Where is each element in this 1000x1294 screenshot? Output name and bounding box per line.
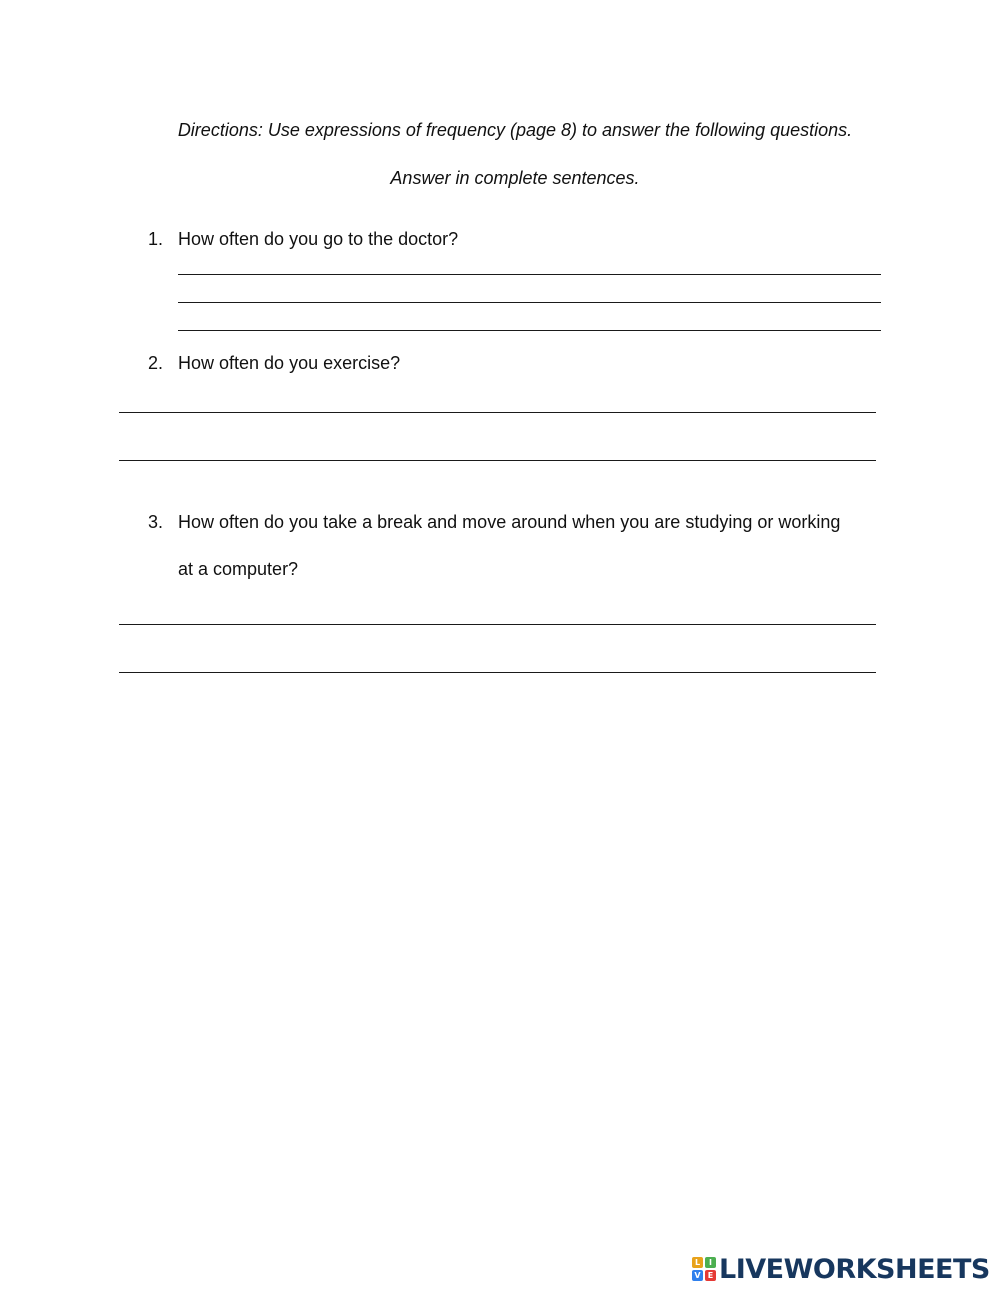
answer-line-1b[interactable] — [178, 302, 881, 303]
logo-letter-i: I — [705, 1257, 716, 1268]
question-1-text: How often do you go to the doctor? — [178, 229, 459, 249]
question-2-text: How often do you exercise? — [178, 353, 401, 373]
logo-letter-l: L — [692, 1257, 703, 1268]
directions-line-1: Directions: Use expressions of frequency (page 8) to answer the following questions. — [177, 120, 853, 140]
question-3-number: 3. — [148, 512, 164, 532]
question-3-text-line-2: at a computer? — [178, 559, 299, 579]
logo-wordmark: LIVEWORKSHEETS — [719, 1253, 990, 1285]
answer-line-1c[interactable] — [178, 330, 881, 331]
directions-line-2: Answer in complete sentences. — [390, 168, 640, 188]
question-1-number: 1. — [148, 229, 164, 249]
liveworksheets-logo — [692, 1253, 990, 1285]
question-3-text-line-1: How often do you take a break and move around when you are studying or working — [178, 512, 841, 532]
logo-live-grid-icon — [692, 1257, 716, 1281]
answer-line-3a[interactable] — [119, 624, 876, 625]
logo-letter-e: E — [705, 1270, 716, 1281]
logo-letter-v: V — [692, 1270, 703, 1281]
question-2-number: 2. — [148, 353, 164, 373]
answer-line-1a[interactable] — [178, 274, 881, 275]
answer-line-2a[interactable] — [119, 412, 876, 413]
answer-line-3b[interactable] — [119, 672, 876, 673]
answer-line-2b[interactable] — [119, 460, 876, 461]
